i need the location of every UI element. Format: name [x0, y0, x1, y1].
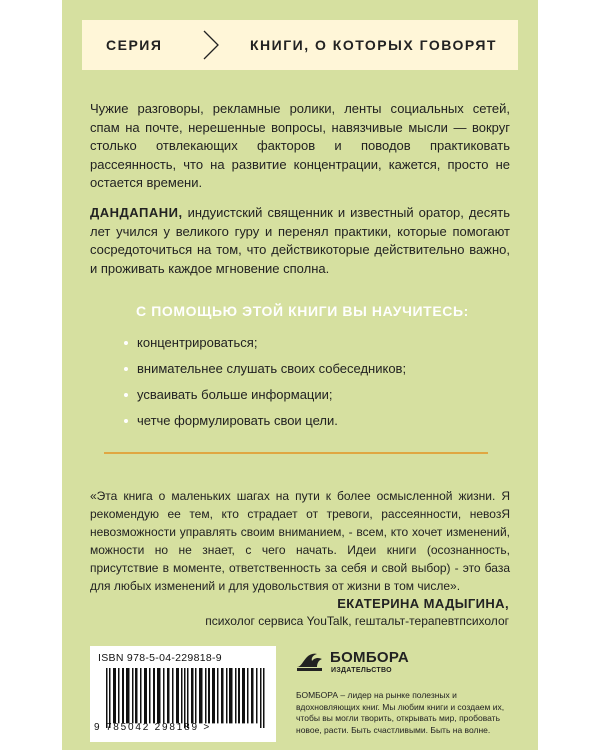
publisher-logo-subtitle: ИЗДАТЕЛЬСТВО — [331, 667, 392, 674]
list-item-text: четче формулировать свои цели. — [137, 413, 338, 428]
list-item — [124, 330, 504, 356]
list-item-text: внимательнее слушать своих собеседников; — [137, 361, 407, 376]
testimonial-author-role: психолог сервиса YouTalk, гештальт-терапевтпсихолог — [205, 614, 509, 628]
author-bio-name: ДАНДАПАНИ, — [90, 205, 183, 220]
testimonial-quote: «Эта книга о маленьких шагах на пути к более осмысленной жизни. Я рекомендую ее тем, кто страдает от тревоги, рассеянности, невозЯ невозможности управлять своим вниманием, - всем, кто хочет изменений, можности но не знает, с чего начать. Идеи книги (осознанность, присутствие в моменте, ответственность за себя и свой выбор) - это база для любых изменений и для удовольствия от жизни в том числе». — [90, 489, 510, 593]
author-bio-text: индуистский священник и известный оратор, десять лет учился у великого гуру и перенял практики, которые помогают сосредоточиться на том, что действикоторые действительно важно, и проживать каждое мгновение сполна. — [90, 205, 510, 276]
learn-list — [124, 330, 504, 434]
barcode-block — [90, 646, 276, 742]
bullet-icon — [124, 419, 128, 423]
series-banner — [82, 20, 518, 70]
barcode-icon — [106, 668, 266, 728]
chevron-right-icon — [200, 29, 222, 61]
testimonial-author: ЕКАТЕРИНА МАДЫГИНА, — [337, 596, 509, 611]
list-item — [124, 408, 504, 434]
series-label: СЕРИЯ — [106, 37, 163, 53]
author-bio-paragraph — [90, 204, 510, 278]
intro-paragraph: Чужие разговоры, рекламные ролики, ленты социальных сетей, спам на почте, нерешенные вопросы, навязчивые мысли — вокруг столько отвлекающих факторов и поводов практиковать рассеянность, что на развитие концентрации, кажется, просто не остается времени. — [90, 101, 510, 190]
barcode-digits: 9 785042 298189 > — [94, 722, 212, 733]
publisher-logo-name: БОМБОРА — [330, 649, 410, 666]
series-title: КНИГИ, О КОТОРЫХ ГОВОРЯТ — [250, 37, 497, 53]
bombora-wave-logo-icon — [295, 647, 325, 673]
bullet-icon — [124, 367, 128, 371]
list-item-text: концентрироваться; — [137, 335, 258, 350]
learn-heading: С ПОМОЩЬЮ ЭТОЙ КНИГИ ВЫ НАУЧИТЕСЬ: — [136, 303, 469, 319]
list-item — [124, 382, 504, 408]
bullet-icon — [124, 393, 128, 397]
divider — [104, 452, 488, 454]
bullet-icon — [124, 341, 128, 345]
list-item — [124, 356, 504, 382]
publisher-about-name: БОМБОРА — [296, 690, 339, 700]
publisher-description — [296, 690, 518, 736]
isbn-text: ISBN 978-5-04-229818-9 — [98, 652, 222, 664]
list-item-text: усваивать больше информации; — [137, 387, 333, 402]
publisher-about-text: – лидер на рынке полезных и вдохновляющих книг. Мы любим книги и создаем их, чтобы вы могли творить, открывать мир, пробовать новое, расти. Быть счастливыми. Быть на волне. — [296, 690, 505, 735]
